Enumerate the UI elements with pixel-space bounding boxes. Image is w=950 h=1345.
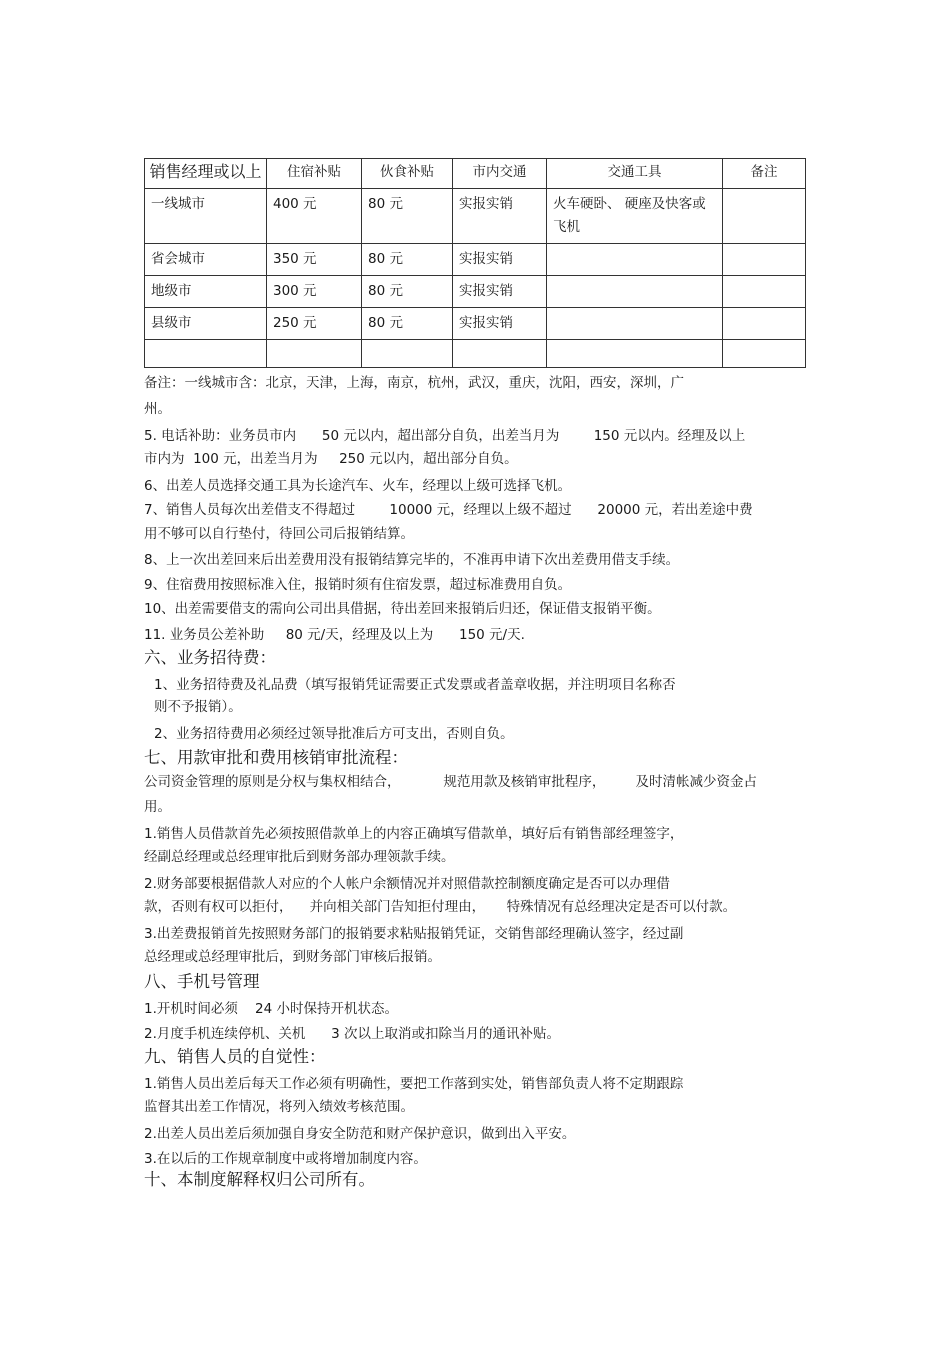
table-row [145,244,806,276]
section-9-item-3: 3.在以后的工作规章制度中或将增加制度内容。 [144,1151,427,1167]
table-cell: 350 元 [267,244,362,276]
table-cell: 250 元 [267,308,362,340]
table-row [145,189,806,244]
header-meal-allowance: 伙食补贴 [362,159,453,189]
section-7-item-3: 3.出差费报销首先按照财务部门的报销要求粘贴报销凭证，交销售部经理确认签字，经过副 [144,926,684,942]
section-heading-approval: 七、用款审批和费用核销审批流程： [144,748,408,767]
table-cell [723,244,806,276]
table-cell [547,276,723,308]
section-7-item-1: 1.销售人员借款首先必须按照借款单上的内容正确填写借款单，填好后有销售部经理签字， [144,826,684,842]
table-row-empty [145,340,806,368]
header-transport-mode: 交通工具 [547,159,723,189]
section-7-item-3-cont: 总经理或总经理审批后，到财务部门审核后报销。 [144,949,441,965]
section-6-item-1: 1、业务招待费及礼品费（填写报销凭证需要正式发票或者盖章收据，并注明项目名称否 [154,677,676,693]
section-7-item-2: 2.财务部要根据借款人对应的个人帐户余额情况并对照借款控制额度确定是否可以办理借 [144,876,670,892]
section-8-item-2: 2.月度手机连续停机、关机 3 次以上取消或扣除当月的通讯补贴。 [144,1026,561,1042]
section-heading-phone: 八、手机号管理 [144,972,260,991]
section-6-item-2: 2、业务招待费用必须经过领导批准后方可支出，否则自负。 [154,726,514,742]
table-cell [723,340,806,368]
section-7-intro: 公司资金管理的原则是分权与集权相结合， 规范用款及核销审批程序， 及时清帐减少资金占 [144,774,757,790]
table-note-line: 备注：一线城市含：北京，天津，上海，南京，杭州，武汉，重庆，沈阳，西安，深圳，广 [144,375,684,391]
table-cell [145,340,267,368]
section-9-item-2: 2.出差人员出差后须加强自身安全防范和财产保护意识，做到出入平安。 [144,1126,576,1142]
table-note-line: 州。 [144,401,171,417]
table-cell: 80 元 [362,189,453,244]
rule-item-8: 8、上一次出差回来后出差费用没有报销结算完毕的，不准再申请下次出差费用借支手续。 [144,552,680,568]
rule-item-6: 6、出差人员选择交通工具为长途汽车、火车，经理以上级可选择飞机。 [144,478,572,494]
table-cell: 实报实销 [453,189,547,244]
section-heading-self-discipline: 九、销售人员的自觉性： [144,1047,326,1066]
header-remarks: 备注 [723,159,806,189]
table-cell: 实报实销 [453,308,547,340]
rule-item-5: 5. 电话补助：业务员市内 50 元以内，超出部分自负，出差当月为 150 元以内。经理及以上 [144,428,746,444]
rule-item-7: 7、销售人员每次出差借支不得超过 10000 元，经理以上级不超过 20000 元，若出差途中费 [144,502,753,518]
table-row [145,276,806,308]
section-8-item-1: 1.开机时间必须 24 小时保持开机状态。 [144,1001,399,1017]
rule-item-10: 10、出差需要借支的需向公司出具借据，待出差回来报销后归还，保证借支报销平衡。 [144,601,661,617]
header-position-level: 销售经理或以上 [145,159,267,189]
table-header-row [145,159,806,189]
table-cell: 实报实销 [453,276,547,308]
table-cell [723,276,806,308]
table-cell [267,340,362,368]
table-cell [453,340,547,368]
table-cell [547,340,723,368]
travel-allowance-table [144,158,806,368]
table-cell: 300 元 [267,276,362,308]
table-cell: 80 元 [362,276,453,308]
section-7-item-2-cont: 款，否则有权可以拒付， 并向相关部门告知拒付理由， 特殊情况有总经理决定是否可以付款。 [144,899,737,915]
rule-item-7-cont: 用不够可以自行垫付，待回公司后报销结算。 [144,526,414,542]
rule-item-5-cont: 市内为 100 元，出差当月为 250 元以内，超出部分自负。 [144,451,518,467]
table-cell: 省会城市 [145,244,267,276]
table-cell: 火车硬卧、 硬座及快客或飞机 [547,189,723,244]
section-6-item-1-cont: 则不予报销）。 [154,699,242,715]
table-cell: 80 元 [362,244,453,276]
table-cell [547,308,723,340]
section-9-item-1: 1.销售人员出差后每天工作必须有明确性，要把工作落到实处，销售部负责人将不定期跟踪 [144,1076,684,1092]
header-local-transport: 市内交通 [453,159,547,189]
table-cell: 400 元 [267,189,362,244]
table-cell [547,244,723,276]
section-9-item-1-cont: 监督其出差工作情况，将列入绩效考核范围。 [144,1099,414,1115]
table-cell: 地级市 [145,276,267,308]
table-row [145,308,806,340]
section-7-item-1-cont: 经副总经理或总经理审批后到财务部办理领款手续。 [144,849,455,865]
table-cell [723,308,806,340]
table-cell: 一线城市 [145,189,267,244]
rule-item-11: 11. 业务员公差补助 80 元/天，经理及以上为 150 元/天. [144,627,525,643]
section-7-intro-cont: 用。 [144,799,171,815]
table-cell: 县级市 [145,308,267,340]
table-cell: 实报实销 [453,244,547,276]
table-cell: 80 元 [362,308,453,340]
header-lodging-allowance: 住宿补贴 [267,159,362,189]
table-cell [723,189,806,244]
section-heading-interpretation: 十、本制度解释权归公司所有。 [144,1170,375,1189]
rule-item-9: 9、住宿费用按照标准入住，报销时须有住宿发票，超过标准费用自负。 [144,577,572,593]
table-cell [362,340,453,368]
section-heading-entertainment: 六、业务招待费： [144,648,276,667]
